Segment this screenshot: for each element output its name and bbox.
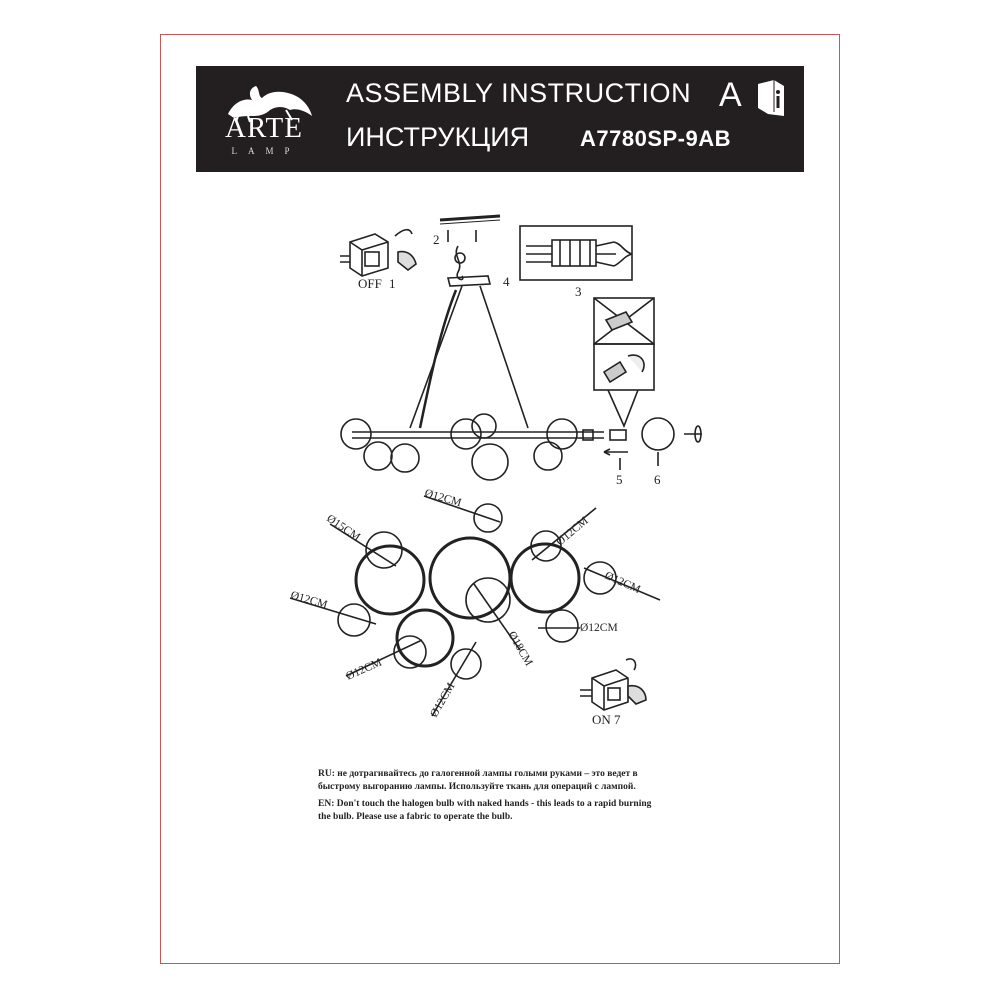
warning-english: EN: Don't touch the halogen bulb with naked hands - this leads to a rapid burning the bulb. Please use a fabric to operate the bulb. xyxy=(318,799,652,822)
dim-label-top: Ø12CM xyxy=(423,487,463,510)
assembly-diagram xyxy=(196,180,804,760)
brand-name: ARTE xyxy=(225,112,303,144)
dim-label-left: Ø12CM xyxy=(289,589,329,612)
bulb-handling-icon xyxy=(594,298,654,426)
step-4-label: 4 xyxy=(503,274,510,289)
dim-label-right: Ø12CM xyxy=(602,569,643,597)
title-russian: ИНСТРУКЦИЯ xyxy=(346,122,530,152)
book-info-icon xyxy=(756,78,786,118)
ceiling-mount-icon xyxy=(440,216,500,286)
terminal-block-icon xyxy=(520,226,632,280)
step-6-label: 6 xyxy=(654,472,661,487)
dim-label-bottom: Ø12CM xyxy=(428,680,458,720)
on-label: ON xyxy=(592,712,611,727)
bulb-globe-step-icon xyxy=(604,418,702,470)
dim-label-right-top: Ø12CM xyxy=(554,514,591,549)
power-switch-on-icon xyxy=(580,659,646,710)
step-2-label: 2 xyxy=(433,232,440,247)
dim-label-18: Ø18CM xyxy=(505,629,535,669)
step-3-label: 3 xyxy=(575,284,582,299)
model-number: A7780SP-9AB xyxy=(580,126,732,151)
header-bar xyxy=(196,66,804,172)
power-switch-off-icon xyxy=(340,230,416,276)
title-english: ASSEMBLY INSTRUCTION xyxy=(346,78,692,108)
off-label: OFF xyxy=(358,276,382,291)
dim-label-15: Ø15CM xyxy=(324,512,363,544)
language-letter: A xyxy=(719,76,742,114)
brand-subtitle: LAMP xyxy=(231,146,301,156)
dim-label-bottom-left: Ø12CM xyxy=(344,656,384,683)
step-7-label: 7 xyxy=(614,712,621,727)
step-1-label: 1 xyxy=(389,276,396,291)
chandelier-side-view xyxy=(341,414,593,480)
dim-label-right-low: Ø12CM xyxy=(580,622,618,634)
step-5-label: 5 xyxy=(616,472,623,487)
warning-russian: RU: не дотрагивайтесь до галогенной лампы голыми руками – это ведет в быстрому выгоранию лампы. Используйте ткань для операций с лампой. xyxy=(318,769,638,792)
